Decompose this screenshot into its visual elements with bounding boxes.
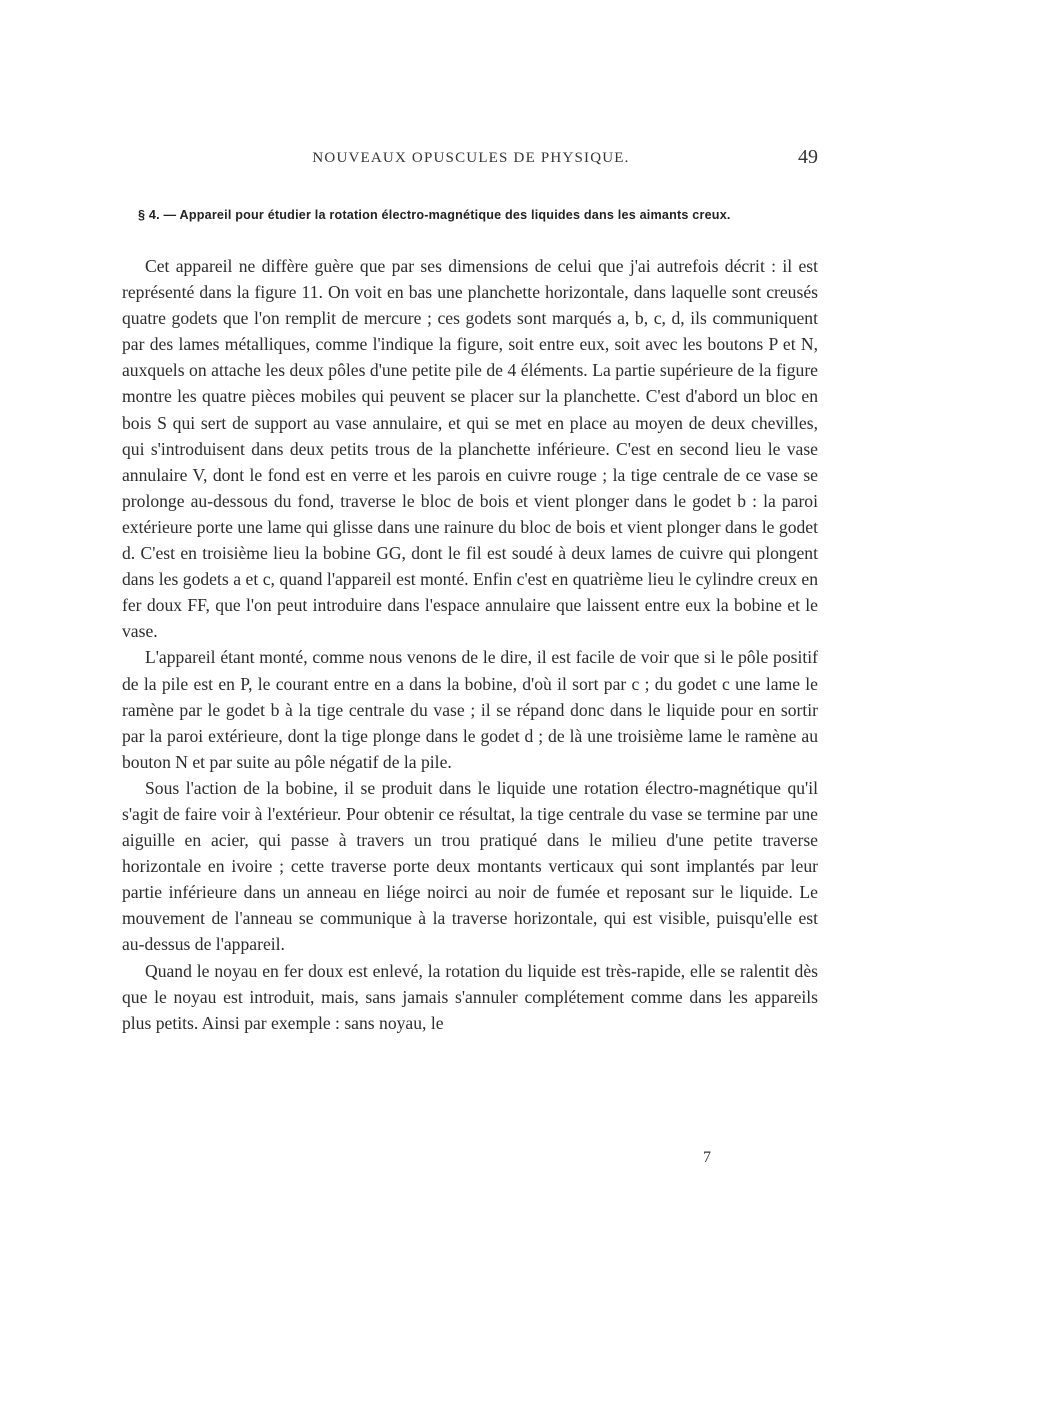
section-heading: § 4. — Appareil pour étudier la rotation électro-magnétique des liquides dans les aimants creux.	[138, 208, 731, 222]
signature-mark: 7	[703, 1149, 711, 1166]
paragraph-3: Sous l'action de la bobine, il se produit dans le liquide une rotation électro-magnétique qu'il s'agit de faire voir à l'extérieur. Pour obtenir ce résultat, la tige centrale du vase se termine par une aiguille en acier, qui passe à travers un trou pratiqué dans le milieu d'une petite traverse horizontale en ivoire ; cette traverse porte deux montants verticaux qui sont implantés par leur partie inférieure dans un anneau en liége noirci au noir de fumée et reposant sur le liquide. Le mouvement de l'anneau se communique à la traverse horizontale, qui est visible, puisqu'elle est au-dessus de l'appareil.	[122, 777, 818, 955]
body-text	[122, 253, 818, 1036]
running-head	[122, 146, 820, 172]
paragraph-2: L'appareil étant monté, comme nous venons de le dire, il est facile de voir que si le pôle positif de la pile est en P, le courant entre en a dans la bobine, d'où il sort par c ; du godet c une lame le ramène par le godet b à la tige centrale du vase ; il se répand donc dans le liquide pour en sortir par la paroi extérieure, dont la tige plonge dans le godet d ; de là une troisième lame le ramène au bouton N et par suite au pôle négatif de la pile.	[122, 647, 818, 772]
page-number: 49	[798, 146, 818, 168]
paragraph-4: Quand le noyau en fer doux est enlevé, la rotation du liquide est très-rapide, elle se ralentit dès que le noyau est introduit, mais, sans jamais s'annuler complétement comme dans les appareils plus petits. Ainsi par exemple : sans noyau, le	[122, 960, 818, 1033]
running-title: NOUVEAUX OPUSCULES DE PHYSIQUE.	[312, 150, 630, 166]
paragraph-1: Cet appareil ne diffère guère que par ses dimensions de celui que j'ai autrefois décrit : il est représenté dans la figure 11. On voit en bas une planchette horizontale, dans laquelle sont creusés quatre godets que l'on remplit de mercure ; ces godets sont marqués a, b, c, d, ils communiquent par des lames métalliques, comme l'indique la figure, soit entre eux, soit avec les boutons P et N, auxquels on attache les deux pôles d'une petite pile de 4 éléments. La partie supérieure de la figure montre les quatre pièces mobiles qui peuvent se placer sur la planchette. C'est d'abord un bloc en bois S qui sert de support au vase annulaire, et qui se met en place au moyen de deux chevilles, qui s'introduisent dans deux petits trous de la planchette inférieure. C'est en second lieu le vase annulaire V, dont le fond est en verre et les parois en cuivre rouge ; la tige centrale de ce vase se prolonge au-dessous du fond, traverse le bloc de bois et vient plonger dans le godet b : la paroi extérieure porte une lame qui glisse dans une rainure du bloc de bois et vient plonger dans le godet d. C'est en troisième lieu la bobine GG, dont le fil est soudé à deux lames de cuivre qui plongent dans les godets a et c, quand l'appareil est monté. Enfin c'est en quatrième lieu le cylindre creux en fer doux FF, que l'on peut introduire dans l'espace annulaire que laissent entre eux la bobine et le vase.	[122, 256, 818, 642]
